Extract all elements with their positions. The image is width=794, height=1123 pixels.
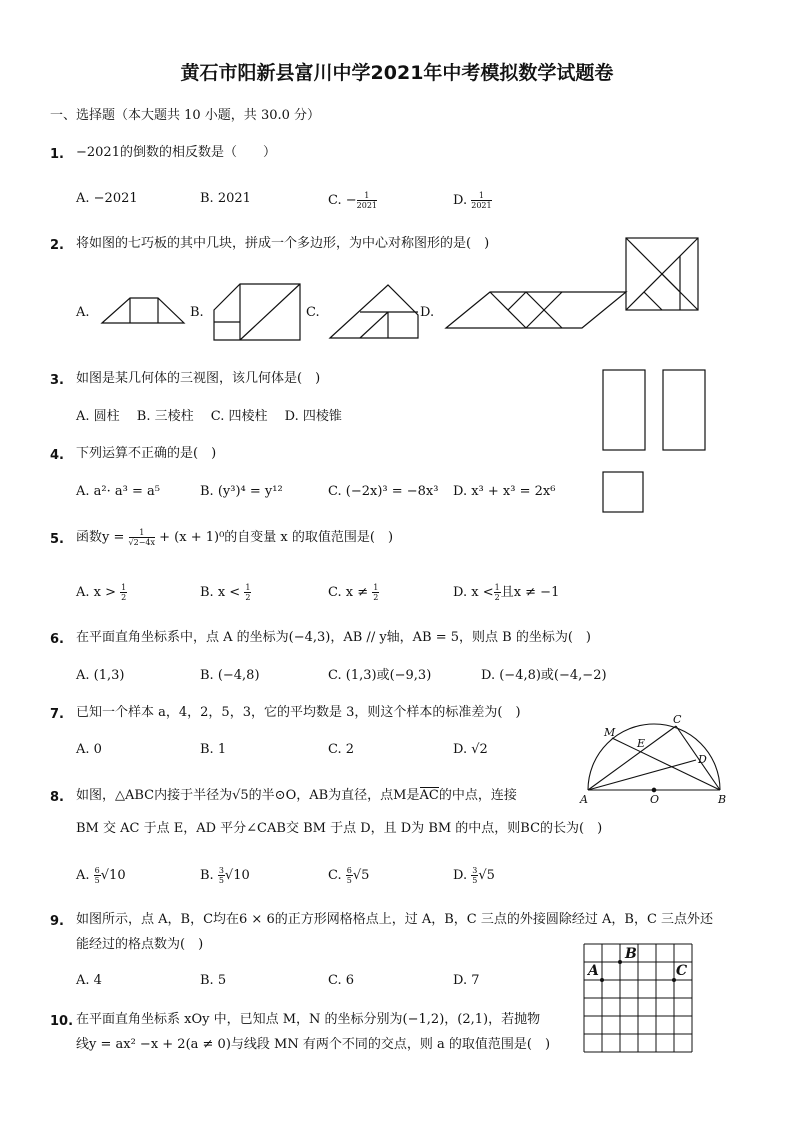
q2-shape-d [446, 292, 626, 328]
q1-number: 1. [50, 147, 64, 162]
q7-option-a: A. 0 [76, 742, 102, 757]
q3-number: 3. [50, 373, 64, 388]
q1-option-a: A. −2021 [76, 191, 138, 206]
q2-shape-b [214, 284, 300, 340]
label-a: A [580, 793, 588, 806]
q9-number: 9. [50, 914, 64, 929]
semicircle-labels [579, 713, 726, 806]
q6-option-d: D. (−4,8)或(−4,−2) [481, 668, 607, 683]
q1-option-b: B. 2021 [200, 191, 251, 206]
label-o: O [650, 793, 660, 806]
q2-option-c: C. [306, 305, 320, 320]
q4-number: 4. [50, 448, 64, 463]
q7-option-b: B. 1 [200, 742, 227, 757]
q6-option-c: C. (1,3)或(−9,3) [328, 668, 432, 683]
label-d: D [698, 753, 707, 766]
label-c: C [673, 713, 682, 726]
q1-option-d: D. $\frac{1}{2021}$ [453, 191, 492, 210]
label-m: M [604, 726, 616, 739]
q10-number: 10. [50, 1014, 74, 1029]
q5-stem: 函数y = $\frac{1}{√2-4x}$ + (x + 1)⁰的自变量 x 的取值范围是( ) [76, 528, 394, 547]
q2-shape-c [330, 285, 418, 338]
grid-figure [584, 944, 692, 1052]
grid-label-a: A [588, 963, 599, 979]
section-heading: 一、选择题（本大题共 10 小题，共 30.0 分） [50, 108, 321, 123]
q5-option-d: D. x < $\frac{1}{2}$ 且x ≠ −1 [453, 583, 560, 602]
q6-number: 6. [50, 632, 64, 647]
q4-option-a: A. a²· a³ = a⁵ [76, 484, 160, 499]
label-e: E [637, 737, 646, 750]
q10-stem-line2: 线y = ax² −x + 2(a ≠ 0)与线段 MN 有两个不同的交点，则 a 的取值范围是( ) [76, 1037, 551, 1052]
q9-option-d: D. 7 [453, 973, 480, 988]
q7-number: 7. [50, 707, 64, 722]
q4-option-b: B. (y³)⁴ = y¹² [200, 484, 283, 499]
q8-number: 8. [50, 790, 64, 805]
q9-option-b: B. 5 [200, 973, 227, 988]
q2-number: 2. [50, 238, 64, 253]
q1-stem: −2021的倒数的相反数是（ ） [76, 145, 276, 160]
q1-option-c: C. − $\frac{1}{2021}$ [328, 191, 377, 210]
page-title: 黄石市阳新县富川中学2021年中考模拟数学试题卷 [180, 62, 614, 84]
q7-option-d: D. √2 [453, 742, 488, 757]
q5-option-c: C. x ≠ $\frac{1}{2}$ [328, 583, 379, 602]
q6-option-b: B. (−4,8) [200, 668, 260, 683]
q6-option-a: A. (1,3) [76, 668, 125, 683]
q7-option-c: C. 2 [328, 742, 355, 757]
q5-number: 5. [50, 532, 64, 547]
q8-option-b: B. $\frac{3}{5}$ √10 [200, 866, 250, 885]
q9-option-a: A. 4 [76, 973, 102, 988]
q8-option-c: C. $\frac{6}{5}$ √5 [328, 866, 370, 885]
q5-option-b: B. x < $\frac{1}{2}$ [200, 583, 251, 602]
q2-option-a: A. [76, 305, 90, 320]
q4-stem: 下列运算不正确的是( ) [76, 446, 217, 461]
grid-label-b: B [625, 946, 637, 962]
q8-stem-line1: 如图，△ABC内接于半径为√5的半⊙O，AB为直径，点M是AC的中点，连接 [76, 788, 517, 803]
q8-option-a: A. $\frac{6}{5}$ √10 [76, 866, 126, 885]
three-views-figure [603, 370, 705, 512]
q8-stem-line2: BM 交 AC 于点 E，AD 平分∠CAB交 BM 于点 D，且 D为 BM 的中点，则BC的长为( ) [76, 821, 603, 836]
q3-options: A. 圆柱 B. 三棱柱 C. 四棱柱 D. 四棱锥 [76, 409, 342, 424]
label-b: B [718, 793, 727, 806]
q5-option-a: A. x > $\frac{1}{2}$ [76, 583, 127, 602]
q9-option-c: C. 6 [328, 973, 355, 988]
q7-stem: 已知一个样本 a，4，2，5，3，它的平均数是 3，则这个样本的标准差为( ) [76, 705, 521, 720]
q2-option-d: D. [420, 305, 435, 320]
q10-stem-line1: 在平面直角坐标系 xOy 中，已知点 M，N 的坐标分别为(−1,2)，(2,1)，若抛物 [76, 1012, 541, 1027]
tangram-figure [626, 238, 698, 310]
q2-shape-a [102, 298, 184, 323]
grid-label-c: C [676, 963, 688, 979]
q9-stem-line1: 如图所示，点 A，B，C均在6 × 6的正方形网格格点上，过 A，B，C 三点的外接圆除经过 A，B，C 三点外还 [76, 912, 714, 927]
q6-stem: 在平面直角坐标系中，点 A 的坐标为(−4,3)，AB // y轴，AB = 5，则点 B 的坐标为( ) [76, 630, 592, 645]
q2-option-b: B. [190, 305, 204, 320]
q3-stem: 如图是某几何体的三视图，该几何体是( ) [76, 371, 321, 386]
q8-option-d: D. $\frac{3}{5}$ √5 [453, 866, 495, 885]
q4-option-d: D. x³ + x³ = 2x⁶ [453, 484, 556, 499]
q2-stem: 将如图的七巧板的其中几块，拼成一个多边形，为中心对称图形的是( ) [76, 236, 490, 251]
q9-stem-line2: 能经过的格点数为( ) [76, 937, 204, 952]
q4-option-c: C. (−2x)³ = −8x³ [328, 484, 439, 499]
